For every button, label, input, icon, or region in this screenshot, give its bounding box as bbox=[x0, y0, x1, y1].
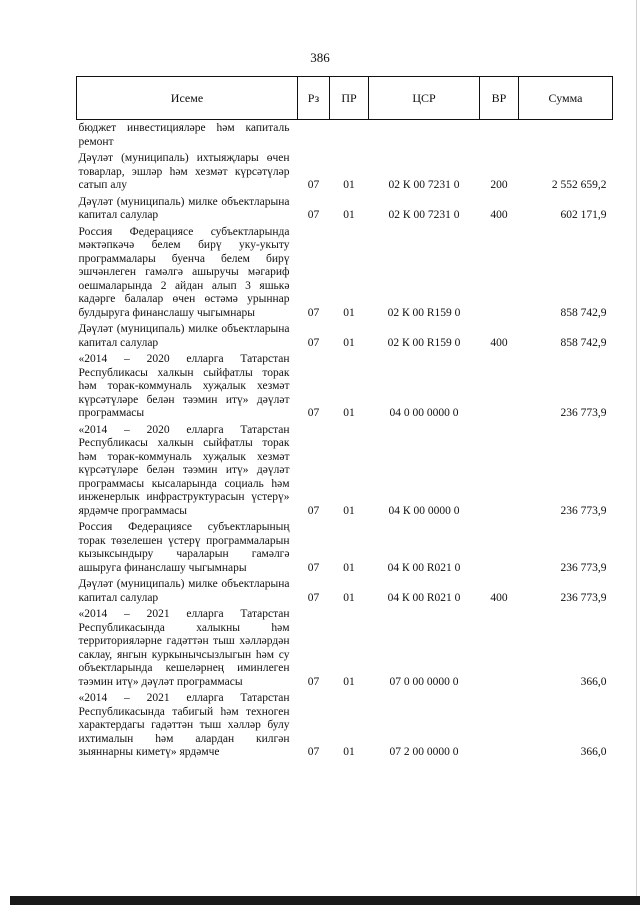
table-row bbox=[77, 520, 613, 577]
row-rz: 07 bbox=[307, 591, 320, 604]
row-rz: 07 bbox=[307, 561, 320, 574]
row-vr bbox=[480, 520, 519, 577]
row-csr: 02 К 00 7231 0 bbox=[388, 209, 460, 221]
row-csr: 04 К 00 0000 0 bbox=[388, 504, 460, 517]
row-sum: 858 742,9 bbox=[560, 306, 607, 319]
header-rz: Рз bbox=[298, 77, 330, 120]
row-sum bbox=[519, 120, 613, 152]
header-csr: ЦСР bbox=[369, 77, 480, 120]
page-number: 386 bbox=[310, 50, 330, 65]
row-vr bbox=[480, 225, 519, 323]
row-vr: 400 bbox=[490, 591, 508, 604]
row-rz: 07 bbox=[307, 336, 320, 349]
header-sum: Сумма bbox=[519, 77, 613, 120]
row-rz: 07 bbox=[307, 179, 320, 191]
row-csr: 04 К 00 R021 0 bbox=[387, 591, 461, 604]
row-rz: 07 bbox=[307, 675, 320, 688]
row-name: Дәүләт (муниципаль) милке объектларына капитал салулар bbox=[78, 195, 290, 221]
row-rz: 07 bbox=[307, 407, 320, 419]
row-csr: 07 2 00 0000 0 bbox=[389, 746, 459, 758]
row-sum: 858 742,9 bbox=[560, 336, 607, 349]
row-pr: 01 bbox=[343, 306, 355, 319]
row-pr: 01 bbox=[343, 336, 355, 349]
row-sum: 236 773,9 bbox=[560, 591, 607, 604]
row-rz: 07 bbox=[307, 209, 320, 221]
table-row bbox=[77, 225, 613, 323]
row-pr bbox=[330, 120, 369, 152]
row-sum: 236 773,9 bbox=[560, 504, 607, 517]
row-sum: 602 171,9 bbox=[560, 209, 607, 221]
row-sum: 2 552 659,2 bbox=[551, 179, 607, 191]
row-vr bbox=[480, 607, 519, 691]
row-pr: 01 bbox=[343, 504, 355, 517]
row-rz: 07 bbox=[307, 746, 320, 758]
header-vr: ВР bbox=[480, 77, 519, 120]
row-sum: 366,0 bbox=[580, 746, 607, 758]
row-name: Дәүләт (муниципаль) милке объектларына капитал салулар bbox=[78, 323, 290, 349]
header-pr: ПР bbox=[330, 77, 369, 120]
row-vr bbox=[480, 423, 519, 521]
row-vr bbox=[480, 120, 519, 152]
row-name: Дәүләт (муниципаль) милке объектларына капитал салулар bbox=[78, 578, 290, 604]
row-vr: 200 bbox=[490, 179, 508, 191]
row-name: Россия Федерациясе субъектларының торак төзелешен үстерү программаларын кызыксындыру чараларын гамәлгә ашыруга финанслашу чыгымнары bbox=[78, 521, 290, 574]
row-csr: 02 К 00 7231 0 bbox=[388, 179, 460, 191]
row-csr: 02 К 00 R159 0 bbox=[387, 306, 461, 319]
scan-edge-line bbox=[636, 0, 637, 905]
row-sum: 236 773,9 bbox=[560, 561, 607, 574]
row-rz bbox=[298, 120, 330, 152]
row-sum: 366,0 bbox=[580, 675, 607, 688]
table-row bbox=[77, 120, 613, 152]
row-vr: 400 bbox=[490, 336, 508, 349]
table-row bbox=[77, 322, 613, 352]
row-pr: 01 bbox=[343, 209, 355, 221]
row-pr: 01 bbox=[343, 561, 355, 574]
row-pr: 01 bbox=[343, 591, 355, 604]
row-vr bbox=[480, 352, 519, 423]
row-vr: 400 bbox=[490, 209, 508, 221]
table-row bbox=[77, 607, 613, 691]
budget-table bbox=[76, 76, 613, 762]
header-name: Исеме bbox=[77, 77, 298, 120]
table-row bbox=[77, 577, 613, 607]
row-csr bbox=[369, 120, 480, 152]
scan-bottom-bar bbox=[10, 896, 640, 905]
row-pr: 01 bbox=[343, 407, 355, 419]
row-csr: 02 К 00 R159 0 bbox=[387, 336, 461, 349]
row-pr: 01 bbox=[343, 675, 355, 688]
table-row bbox=[77, 423, 613, 521]
row-name: Дәүләт (муниципаль) ихтыяҗлары өчен товарлар, эшләр һәм хезмәт күрсәтүләр сатып алу bbox=[78, 152, 290, 191]
table-header-row bbox=[77, 77, 613, 120]
row-vr bbox=[480, 691, 519, 762]
row-csr: 07 0 00 0000 0 bbox=[389, 675, 459, 688]
table-row bbox=[77, 151, 613, 195]
row-name: Россия Федерациясе субъектларында мәктәпкәчә белем бирү уку-укыту программалары буенча белем бирү эшчәнлеген гамәлгә ашыручы мәгариф оешмаларында 2 айдан алып 3 яшькә кадәрге балалар өчен өстәмә урыннар булдыруга финанслашу чыгымнары bbox=[78, 225, 290, 319]
table-row bbox=[77, 352, 613, 423]
row-name: бюджет инвестицияләре һәм капиталь ремонт bbox=[78, 122, 290, 148]
row-pr: 01 bbox=[343, 746, 355, 758]
row-name: «2014 – 2021 елларга Татарстан Республикасында табигый һәм техноген характердагы гадәттән тыш хәлләр булу ихтималын һәм алардан килгән зыяннарны киметү» ярдәмче bbox=[78, 692, 290, 758]
row-name: «2014 – 2020 елларга Татарстан Республикасы халкын сыйфатлы торак һәм торак-коммуналь хуҗалык хезмәт күрсәтүләре белән тәэмин итү» дәүләт программасы кысаларында социаль һәм инженерлык инфраструктурасын үстерү» ярдәмче программасы bbox=[78, 423, 290, 517]
row-csr: 04 0 00 0000 0 bbox=[389, 407, 459, 419]
row-pr: 01 bbox=[343, 179, 355, 191]
table-row bbox=[77, 195, 613, 225]
row-sum: 236 773,9 bbox=[560, 407, 607, 419]
row-name: «2014 – 2020 елларга Татарстан Республикасы халкын сыйфатлы торак һәм торак-коммуналь хуҗалык хезмәт күрсәтүләре белән тәэмин итү» дәүләт программасы bbox=[78, 353, 290, 419]
table-row bbox=[77, 691, 613, 762]
row-csr: 04 К 00 R021 0 bbox=[387, 561, 461, 574]
row-rz: 07 bbox=[307, 306, 320, 319]
row-rz: 07 bbox=[307, 504, 320, 517]
row-name: «2014 – 2021 елларга Татарстан Республикасында халыкны һәм территорияләрне гадәттән тыш хәлләрдән саклау, янгын куркынычсызлыгын һәм су объектларында кешеләрнең иминлеген тәэмин итү» дәүләт программасы bbox=[78, 608, 290, 688]
